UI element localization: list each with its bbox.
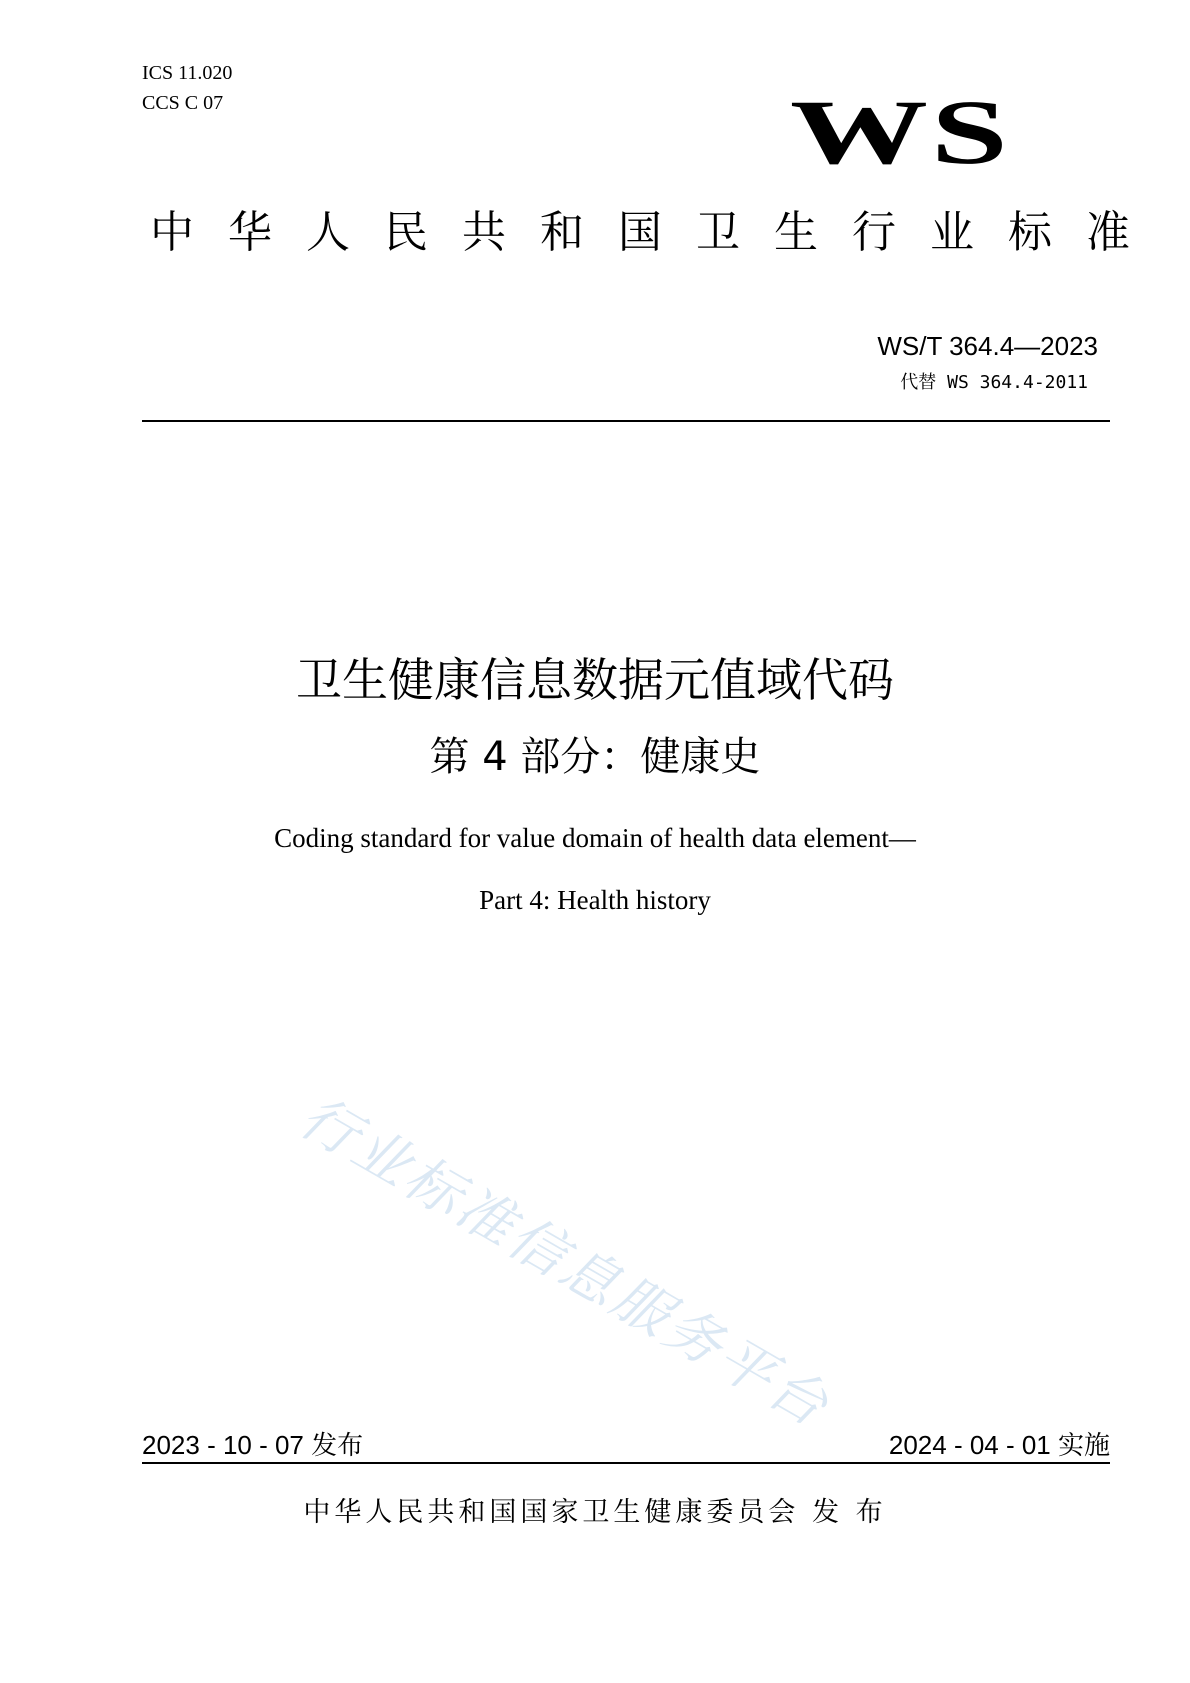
issue-date: 2023 - 10 - 07 发布: [142, 1430, 364, 1460]
replaces-standard: 代替 WS 364.4-2011: [900, 372, 1088, 393]
ccs-code: CCS C 07: [142, 92, 224, 114]
document-title-en: Coding standard for value domain of health data element—: [274, 823, 916, 853]
footer-divider: [142, 1462, 1110, 1464]
ws-logo: WS: [790, 81, 1011, 183]
issuing-authority: 中华人民共和国国家卫生健康委员会 发 布: [303, 1497, 887, 1528]
document-part-en: Part 4: Health history: [479, 885, 711, 915]
header-divider: [142, 420, 1110, 422]
standard-number: WS/T 364.4—2023: [877, 331, 1098, 361]
classification-codes: [142, 58, 232, 118]
watermark: 行业标准信息服务平台: [289, 1084, 842, 1441]
implementation-date: 2024 - 04 - 01 实施: [888, 1430, 1110, 1460]
document-title-zh: 卫生健康信息数据元值域代码: [296, 653, 894, 707]
ics-code: ICS 11.020: [142, 62, 233, 84]
standard-category-heading: 中华人民共和国卫生行业标准: [150, 207, 1164, 258]
document-part-zh: 第 4 部分：健康史: [429, 734, 761, 780]
